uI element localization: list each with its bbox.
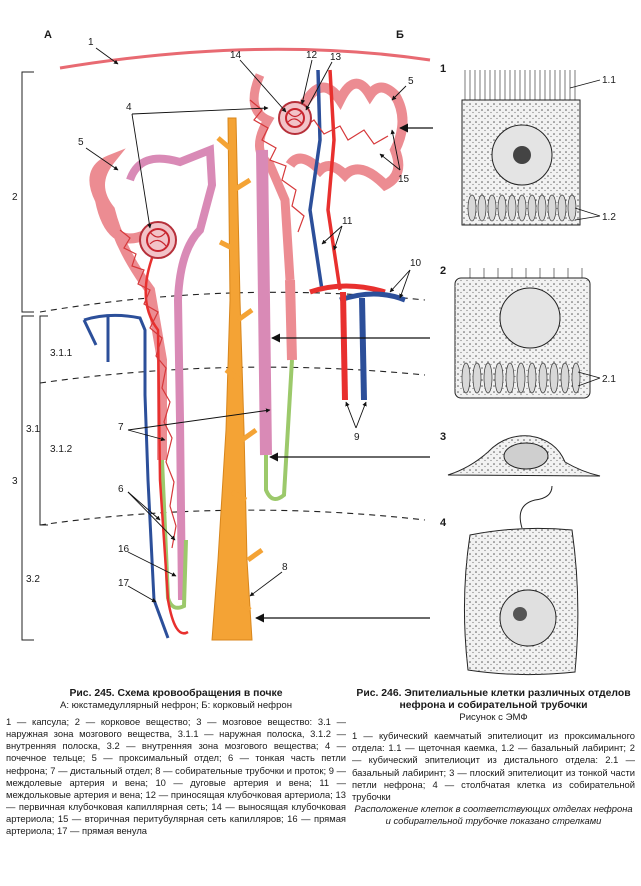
arcuate-artery [310, 286, 385, 292]
fig246-note: Расположение клеток в соответствующих отделах нефрона и собирательной трубочке показано стрелками [354, 802, 633, 826]
brush-border [465, 70, 575, 100]
fig245-subtitle: А: юкстамедуллярный нефрон; Б: корковый нефрон [59, 700, 293, 712]
cell-4-collecting [464, 486, 577, 675]
distal-tubule-b [262, 150, 266, 455]
label-5a: 5 [78, 137, 84, 148]
label-cell-1: 1 [440, 63, 447, 75]
interlobular-vein [310, 70, 322, 290]
label-panel-a: А [44, 29, 52, 41]
label-11: 11 [342, 216, 353, 227]
fig246-caption [352, 688, 635, 827]
renal-corpuscle-b [279, 102, 311, 134]
fig246-title: Рис. 246. Эпителиальные клетки различных отделов нефрона и собирательной трубочки [356, 688, 631, 712]
arcuate-vein [340, 294, 405, 300]
distal-tubule-a [130, 150, 212, 600]
cell-2-distal [455, 268, 590, 398]
label-10: 10 [410, 258, 422, 269]
fig245-title: Рис. 245. Схема кровообращения в почке [69, 688, 283, 699]
basal-labyrinth-1 [468, 195, 576, 221]
microvilli-2 [470, 268, 582, 278]
cell-3-thin-loop [448, 436, 600, 476]
label-2: 2 [12, 192, 18, 203]
interlobar-artery [343, 292, 345, 400]
label-15: 15 [398, 174, 410, 185]
label-zone-32: 3.2 [26, 574, 40, 585]
vessel-vein-a-branch [84, 316, 108, 362]
label-zone-311: 3.1.1 [50, 348, 73, 359]
label-9: 9 [354, 432, 360, 443]
label-16: 16 [118, 544, 130, 555]
label-cell-2: 2 [440, 265, 447, 277]
label-4: 4 [126, 102, 132, 113]
basal-labyrinth-2 [462, 363, 580, 393]
fig246-legend: 1 — кубический каемчатый эпителиоцит из проксимального отдела: 1.1 — щеточная каемка, 1.2 — базальный лабиринт; 2 — кубический эпителиоцит из дистального отдела: 2.1 — базальный лабиринт; 3 — плоский эпителиоцит из тонкой части петли нефрона; 4 — столбчатая клетка из собирательной трубочки [352, 730, 635, 802]
fig246-subtitle: Рисунок с ЭМФ [459, 712, 528, 724]
label-5b: 5 [408, 76, 414, 87]
cell-1-proximal [462, 70, 580, 225]
label-cell-3: 3 [440, 431, 447, 443]
label-6: 6 [118, 484, 124, 495]
label-zone-312: 3.1.2 [50, 444, 73, 455]
renal-corpuscle-a [140, 222, 176, 258]
label-1: 1 [88, 37, 94, 48]
proximal-tubule-b [290, 84, 403, 185]
label-14: 14 [230, 50, 242, 61]
label-7: 7 [118, 422, 124, 433]
vessel-vein-a [84, 315, 168, 638]
cilium-4 [520, 486, 552, 528]
label-8: 8 [282, 562, 288, 573]
zone-brackets [22, 72, 48, 640]
label-cell-1-2: 1.2 [602, 212, 616, 223]
interlobar-vein [362, 298, 364, 400]
proximal-tubule-a [94, 160, 162, 460]
label-13: 13 [330, 52, 342, 63]
label-cell-2-1: 2.1 [602, 374, 616, 385]
collecting-duct [212, 118, 252, 640]
label-zone-31: 3.1 [26, 424, 40, 435]
label-12: 12 [306, 50, 318, 61]
label-3: 3 [12, 476, 18, 487]
proximal-straight-b [290, 280, 292, 360]
label-17: 17 [118, 578, 130, 589]
label-cell-1-1: 1.1 [602, 75, 616, 86]
label-cell-4: 4 [440, 517, 447, 529]
fig245-legend: 1 — капсула; 2 — корковое вещество; 3 — мозговое вещество: 3.1 — наружная зона мозгового вещества, 3.1.1 — наружная полоска, 3.1.2 — внутренняя полоска, 3.2 — внутренняя зона мозгового вещества; 4 — почечное тельце; 5 — проксимальный отдел; 6 — тонкая часть петли нефрона; 7 — дистальный отдел; 8 — собирательные трубочки и проток; 9 — междолевые артерия и вена; 10 — дуговые артерия и вена; 11 — междольковые артерия и вена; 12 — приносящая клубочковая артериола; 13 — первичная клубочковая капиллярная сеть; 14 — выносящая клубочковая артериола; 15 — вторичная перитубулярная сеть капилляров; 16 — прямая артериола; 17 — прямая венула [6, 716, 346, 837]
label-panel-b: Б [396, 29, 404, 41]
fig245-caption [6, 688, 346, 837]
